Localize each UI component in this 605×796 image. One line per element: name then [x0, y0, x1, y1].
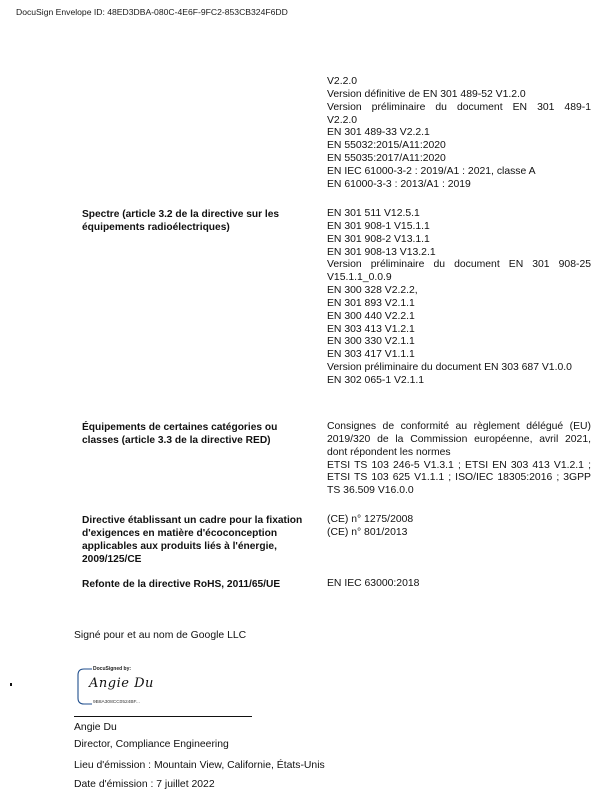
standard-item: (CE) n° 801/2013	[327, 526, 408, 538]
standard-item: ETSI TS 103 246-5 V1.3.1 ; ETSI EN 303 413 V1.2.1 ;	[327, 459, 591, 471]
standards-list	[327, 208, 591, 388]
standard-item: Version préliminaire du document EN 301 489-1	[327, 101, 591, 113]
standard-item: V2.2.0	[327, 76, 358, 87]
row-label: Équipements de certaines catégories ou classes (article 3.3 de la directive RED)	[82, 422, 278, 446]
envelope-id: DocuSign Envelope ID: 48ED3DBA-080C-4E6F-9FC2-853CB324F6DD	[16, 7, 288, 17]
standards-list	[327, 76, 591, 192]
signer-name: Angie Du	[74, 722, 117, 733]
standard-item: ETSI TS 103 625 V1.1.1 ; ISO/IEC 18305:2016 ; 3GPP	[327, 472, 591, 484]
standard-item: EN 301 908-13 V13.2.1	[327, 246, 436, 258]
signed-for-text: Signé pour et au nom de Google LLC	[74, 630, 247, 641]
handwritten-signature: Angie Du	[89, 676, 154, 691]
standard-item: Version préliminaire du document EN 301 908-25	[327, 259, 591, 271]
standard-item: Version définitive de EN 301 489-52 V1.2.0	[327, 88, 526, 100]
row-label: Directive établissant un cadre pour la fixation d'exigences en matière d'écoconception applicables aux produits liés à l'énergie, 2009/125/CE	[82, 515, 303, 565]
standard-item: EN 302 065-1 V2.1.1	[327, 374, 425, 386]
issue-date: Date d'émission : 7 juillet 2022	[74, 779, 215, 790]
standard-item: EN 300 440 V2.2.1	[327, 310, 415, 322]
standard-item: EN 55032:2015/A11:2020	[327, 140, 446, 152]
standard-item: EN 300 330 V2.1.1	[327, 336, 415, 348]
issue-place: Lieu d'émission : Mountain View, Californie, États-Unis	[74, 760, 325, 771]
standard-item: TS 36.509 V16.0.0	[327, 485, 414, 497]
standard-item: 2019/320 de la Commission européenne, avril 2021,	[327, 433, 591, 445]
standard-item: EN 301 489-33 V2.2.1	[327, 127, 430, 139]
standard-item: dont répondent les normes	[327, 446, 451, 458]
standard-item: EN 303 413 V1.2.1	[327, 323, 415, 335]
standard-item: Consignes de conformité au règlement délégué (EU)	[327, 421, 591, 432]
standards-list	[327, 514, 591, 540]
standard-item: EN 303 417 V1.1.1	[327, 349, 415, 361]
margin-mark	[10, 683, 12, 686]
standard-item: EN 301 908-2 V13.1.1	[327, 233, 430, 245]
standards-list	[327, 578, 591, 591]
standard-item: EN 55035:2017/A11:2020	[327, 153, 446, 165]
standard-item: EN 301 908-1 V15.1.1	[327, 220, 430, 232]
standard-item: V2.2.0	[327, 114, 358, 126]
standard-item: EN 300 328 V2.2.2,	[327, 285, 418, 297]
standards-list	[327, 421, 591, 498]
signer-title: Director, Compliance Engineering	[74, 739, 229, 750]
standard-item: (CE) n° 1275/2008	[327, 514, 414, 525]
standard-item: EN IEC 63000:2018	[327, 578, 420, 589]
standard-item: EN IEC 61000-3-2 : 2019/A1 : 2021, classe A	[327, 165, 536, 177]
row-label: Spectre (article 3.2 de la directive sur les équipements radioélectriques)	[82, 209, 280, 233]
standard-item: EN 61000-3-3 : 2013/A1 : 2019	[327, 178, 471, 190]
docusigned-by-label: DocuSigned by:	[93, 666, 132, 672]
row-label: Refonte de la directive RoHS, 2011/65/UE	[82, 579, 281, 590]
standard-item: EN 301 511 V12.5.1	[327, 208, 420, 219]
docusign-signature	[76, 666, 166, 708]
standard-item: V15.1.1_0.0.9	[327, 272, 392, 284]
standard-item: Version préliminaire du document EN 303 687 V1.0.0	[327, 362, 572, 374]
standard-item: EN 301 893 V2.1.1	[327, 297, 415, 309]
signature-line	[74, 716, 252, 717]
signature-id: 9B8A308CC0524BF...	[93, 700, 140, 705]
